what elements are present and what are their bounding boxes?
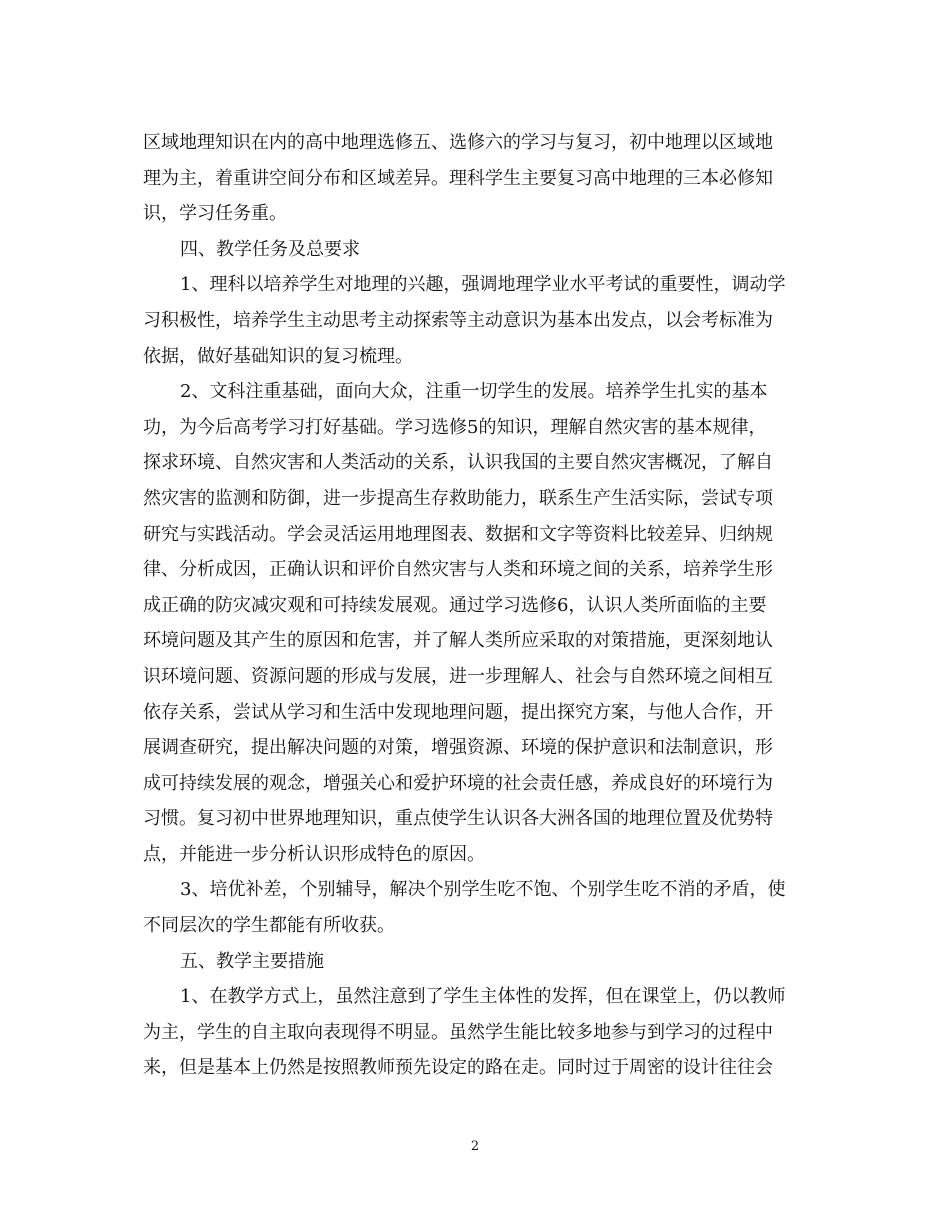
text-line: 成可持续发展的观念，增强关心和爱护环境的社会责任感，养成良好的环境行为 bbox=[143, 772, 773, 794]
text-line: 点，并能进一步分析认识形成特色的原因。 bbox=[143, 843, 485, 865]
text-line: 2、文科注重基础，面向大众，注重一切学生的发展。培养学生扎实的基本 bbox=[180, 381, 768, 403]
text-line: 习惯。复习初中世界地理知识，重点使学生认识各大洲各国的地理位置及优势特 bbox=[143, 808, 773, 830]
section-heading: 五、教学主要措施 bbox=[180, 950, 324, 972]
text-line: 1、在教学方式上，虽然注意到了学生主体性的发挥，但在课堂上，仍以教师 bbox=[180, 986, 786, 1008]
text-line: 1、理科以培养学生对地理的兴趣，强调地理学业水平考试的重要性，调动学 bbox=[180, 274, 786, 296]
text-line: 展调查研究，提出解决问题的对策，增强资源、环境的保护意识和法制意识，形 bbox=[143, 737, 773, 759]
text-line: 不同层次的学生都能有所收获。 bbox=[143, 915, 395, 937]
text-line: 依存关系，尝试从学习和生活中发现地理问题，提出探究方案，与他人合作，开 bbox=[143, 701, 773, 723]
text-line: 理为主，着重讲空间分布和区域差异。理科学生主要复习高中地理的三本必修知 bbox=[143, 167, 773, 189]
text-line: 依据，做好基础知识的复习梳理。 bbox=[143, 345, 413, 367]
text-line: 律、分析成因，正确认识和评价自然灾害与人类和环境之间的关系，培养学生形 bbox=[143, 559, 773, 581]
text-line: 功，为今后高考学习打好基础。学习选修5的知识，理解自然灾害的基本规律， bbox=[143, 416, 767, 438]
text-line: 区域地理知识在内的高中地理选修五、选修六的学习与复习，初中地理以区域地 bbox=[143, 132, 773, 153]
text-line: 成正确的防灾减灾观和可持续发展观。通过学习选修6，认识人类所面临的主要 bbox=[143, 594, 767, 616]
page-number: 2 bbox=[470, 1139, 480, 1154]
text-line: 3、培优补差，个别辅导，解决个别学生吃不饱、个别学生吃不消的矛盾，使 bbox=[180, 879, 786, 901]
text-line: 为主，学生的自主取向表现得不明显。虽然学生能比较多地参与到学习的过程中 bbox=[143, 1021, 773, 1043]
text-line: 习积极性，培养学生主动思考主动探索等主动意识为基本出发点，以会考标准为 bbox=[143, 309, 773, 331]
document-body bbox=[143, 125, 813, 1086]
text-line: 然灾害的监测和防御，进一步提高生存救助能力，联系生产生活实际，尝试专项 bbox=[143, 487, 773, 509]
text-line: 来，但是基本上仍然是按照教师预先设定的路在走。同时过于周密的设计往往会 bbox=[143, 1057, 773, 1079]
section-heading: 四、教学任务及总要求 bbox=[180, 238, 360, 260]
text-line: 识，学习任务重。 bbox=[143, 203, 287, 225]
text-line: 环境问题及其产生的原因和危害，并了解人类所应采取的对策措施，更深刻地认 bbox=[143, 630, 773, 652]
text-line: 探求环境、自然灾害和人类活动的关系，认识我国的主要自然灾害概况，了解自 bbox=[143, 452, 773, 474]
text-line: 研究与实践活动。学会灵活运用地理图表、数据和文字等资料比较差异、归纳规 bbox=[143, 523, 773, 545]
text-line: 识环境问题、资源问题的形成与发展，进一步理解人、社会与自然环境之间相互 bbox=[143, 665, 773, 687]
